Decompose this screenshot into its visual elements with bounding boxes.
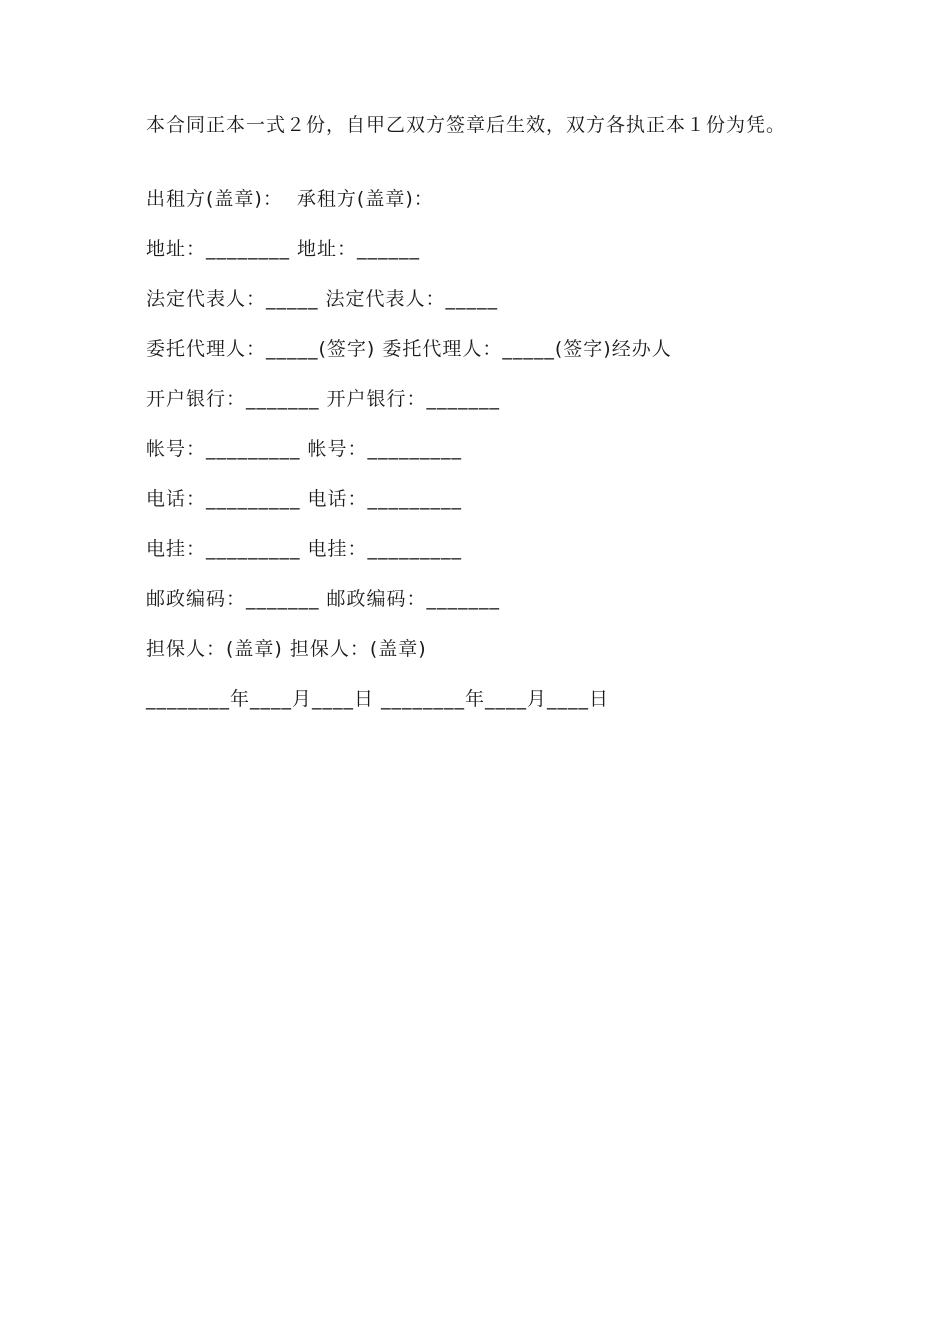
telephone-line: 电话：_________ 电话：_________ <box>146 488 463 510</box>
address-line: 地址：________ 地址：______ <box>146 238 421 260</box>
account-number-line: 帐号：_________ 帐号：_________ <box>146 438 463 460</box>
postal-code-line: 邮政编码：_______ 邮政编码：_______ <box>146 588 501 610</box>
signatories-line: 出租方(盖章)： 承租方(盖章)： <box>146 188 434 210</box>
date-line: ________年____月____日 ________年____月____日 <box>146 688 610 710</box>
legal-representative-line: 法定代表人：_____ 法定代表人：_____ <box>146 288 499 310</box>
telegraph-line: 电挂：_________ 电挂：_________ <box>146 538 463 560</box>
bank-line: 开户银行：_______ 开户银行：_______ <box>146 388 501 410</box>
guarantor-line: 担保人：(盖章) 担保人：(盖章) <box>146 638 427 660</box>
authorized-agent-line: 委托代理人：_____(签字) 委托代理人：_____(签字)经办人 <box>146 338 672 360</box>
contract-copies-clause: 本合同正本一式２份，自甲乙双方签章后生效，双方各执正本１份为凭。 <box>146 114 787 136</box>
